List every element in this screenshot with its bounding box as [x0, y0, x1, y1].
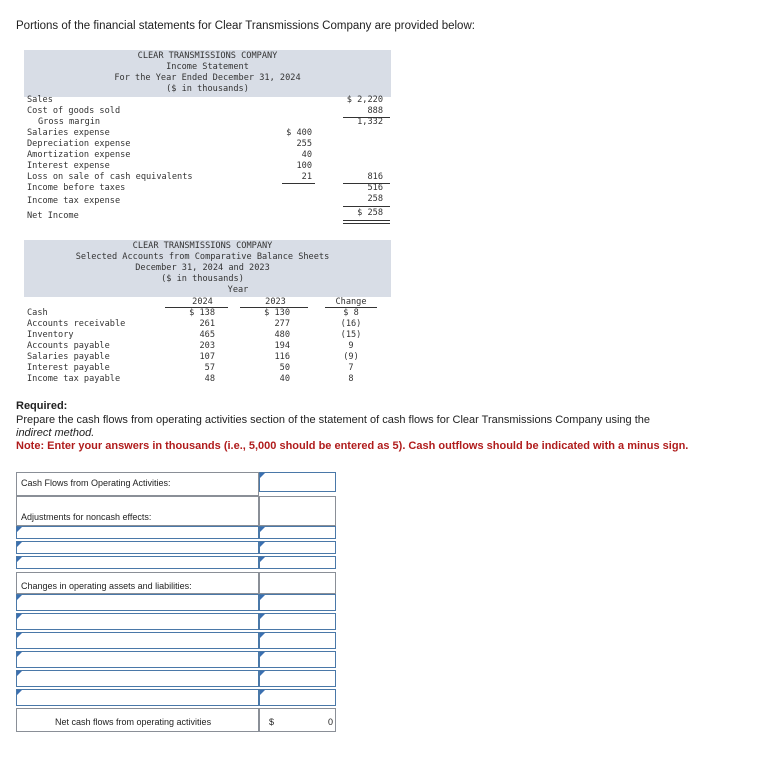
noncash-title: Adjustments for noncash effects:	[21, 512, 152, 522]
income-title: Income Statement	[166, 62, 249, 72]
account-select[interactable]	[16, 594, 259, 611]
dropdown-marker-icon	[17, 542, 22, 547]
amount-input[interactable]	[259, 613, 336, 630]
balance-row-change: 7	[348, 363, 354, 373]
balance-row-change: (9)	[343, 352, 359, 362]
amount-input[interactable]	[259, 541, 336, 554]
input-marker-icon	[260, 614, 265, 619]
balance-row-2024: 203	[199, 341, 215, 351]
balance-row-2024: 261	[199, 319, 215, 329]
balance-row-2024: 465	[199, 330, 215, 340]
input-marker-icon	[260, 652, 265, 657]
amount-input[interactable]	[259, 689, 336, 706]
changes-title-cell	[16, 572, 259, 594]
cogs-value: 888	[367, 106, 383, 116]
tax-label: Income tax expense	[27, 196, 121, 206]
changes-title: Changes in operating assets and liabilities:	[21, 581, 192, 591]
amount-input[interactable]	[259, 556, 336, 569]
input-marker-icon	[260, 473, 265, 478]
required-method: indirect method.	[16, 427, 95, 439]
dropdown-marker-icon	[17, 614, 22, 619]
cogs-label: Cost of goods sold	[27, 106, 121, 116]
intro-text: Portions of the financial statements for Clear Transmissions Company are provided below:	[16, 20, 475, 32]
balance-row-2024: 48	[204, 374, 215, 384]
gross-label: Gross margin	[38, 117, 101, 127]
balance-row-label: Salaries payable	[27, 352, 110, 362]
input-marker-icon	[260, 557, 265, 562]
net-income-input[interactable]	[259, 472, 336, 492]
account-select[interactable]	[16, 613, 259, 630]
dropdown-marker-icon	[17, 690, 22, 695]
dropdown-marker-icon	[17, 527, 22, 532]
dropdown-marker-icon	[17, 595, 22, 600]
required-heading: Required:	[16, 400, 68, 412]
expense-value: 255	[296, 139, 312, 149]
col-change: Change	[335, 297, 367, 307]
expense-label: Interest expense	[27, 161, 110, 171]
total-label: Net cash flows from operating activities	[55, 717, 212, 727]
balance-row-label: Income tax payable	[27, 374, 121, 384]
account-select[interactable]	[16, 670, 259, 687]
dropdown-marker-icon	[17, 671, 22, 676]
sales-label: Sales	[27, 95, 53, 105]
balance-row-change: 9	[348, 341, 354, 351]
account-select[interactable]	[16, 632, 259, 649]
income-company: CLEAR TRANSMISSIONS COMPANY	[137, 51, 278, 61]
year-label: Year	[227, 285, 249, 295]
rule	[282, 183, 315, 184]
balance-row-change: $ 8	[343, 308, 359, 318]
balance-row-2024: $ 138	[189, 308, 215, 318]
balance-row-2023: 277	[274, 319, 290, 329]
balance-row-2023: 50	[279, 363, 290, 373]
balance-row-change: 8	[348, 374, 354, 384]
expense-label: Depreciation expense	[27, 139, 131, 149]
net-income-label: Net Income	[27, 211, 79, 221]
account-select[interactable]	[16, 526, 259, 539]
total-label-cell	[16, 708, 259, 732]
account-select[interactable]	[16, 541, 259, 554]
total-value-cell	[259, 708, 336, 732]
section-title: Cash Flows from Operating Activities:	[21, 478, 171, 488]
dropdown-marker-icon	[17, 652, 22, 657]
double-rule	[343, 220, 390, 224]
expense-value: 100	[296, 161, 312, 171]
balance-row-2023: 40	[279, 374, 290, 384]
col-2023: 2023	[265, 297, 286, 307]
expense-value: $ 400	[286, 128, 312, 138]
balance-row-label: Inventory	[27, 330, 74, 340]
input-marker-icon	[260, 671, 265, 676]
dropdown-marker-icon	[17, 557, 22, 562]
balance-row-2023: 480	[274, 330, 290, 340]
sales-value: $ 2,220	[346, 95, 383, 105]
balance-company: CLEAR TRANSMISSIONS COMPANY	[132, 241, 273, 251]
balance-row-label: Accounts receivable	[27, 319, 126, 329]
expense-value: 21	[301, 172, 312, 182]
gross-value: 1,332	[357, 117, 383, 127]
account-select[interactable]	[16, 689, 259, 706]
amount-input[interactable]	[259, 651, 336, 668]
income-period: For the Year Ended December 31, 2024	[114, 73, 301, 83]
amount-input[interactable]	[259, 594, 336, 611]
balance-title: Selected Accounts from Comparative Balance Sheets	[75, 252, 330, 262]
balance-row-change: (16)	[340, 319, 362, 329]
balance-row-label: Cash	[27, 308, 48, 318]
noncash-title-cell	[16, 496, 259, 526]
balance-row-label: Accounts payable	[27, 341, 110, 351]
amount-input[interactable]	[259, 670, 336, 687]
col-2024: 2024	[192, 297, 213, 307]
income-units: ($ in thousands)	[166, 84, 249, 94]
balance-units: ($ in thousands)	[161, 274, 244, 284]
amount-input[interactable]	[259, 632, 336, 649]
amount-input[interactable]	[259, 526, 336, 539]
blank-cell	[259, 572, 336, 594]
input-marker-icon	[260, 633, 265, 638]
input-marker-icon	[260, 527, 265, 532]
account-select[interactable]	[16, 651, 259, 668]
expense-label: Salaries expense	[27, 128, 110, 138]
total-value: 0	[328, 717, 334, 727]
balance-row-label: Interest payable	[27, 363, 110, 373]
expense-label: Loss on sale of cash equivalents	[27, 172, 193, 182]
balance-dates: December 31, 2024 and 2023	[135, 263, 270, 273]
tax-value: 258	[367, 194, 383, 204]
section-title-cell	[16, 472, 259, 496]
balance-row-2023: 194	[274, 341, 290, 351]
input-marker-icon	[260, 690, 265, 695]
net-income-value: $ 258	[357, 208, 383, 218]
input-marker-icon	[260, 595, 265, 600]
required-text: Prepare the cash flows from operating activities section of the statement of cash flows for Clear Transmissions Company using the	[16, 414, 651, 426]
total-currency: $	[269, 717, 275, 727]
blank-cell	[259, 496, 336, 526]
input-marker-icon	[260, 542, 265, 547]
income-before-taxes-label: Income before taxes	[27, 183, 126, 193]
expense-value: 40	[301, 150, 312, 160]
balance-row-2023: $ 130	[264, 308, 290, 318]
expense-label: Amortization expense	[27, 150, 131, 160]
income-before-taxes-value: 516	[367, 183, 383, 193]
account-select[interactable]	[16, 556, 259, 569]
required-note: Note: Enter your answers in thousands (i.e., 5,000 should be entered as 5). Cash outflows should be indicated with a minus sign.	[16, 440, 689, 452]
balance-row-2023: 116	[274, 352, 290, 362]
balance-row-2024: 107	[199, 352, 215, 362]
balance-row-2024: 57	[204, 363, 215, 373]
total-expenses-value: 816	[367, 172, 383, 182]
dropdown-marker-icon	[17, 633, 22, 638]
rule	[343, 206, 390, 207]
balance-row-change: (15)	[340, 330, 362, 340]
